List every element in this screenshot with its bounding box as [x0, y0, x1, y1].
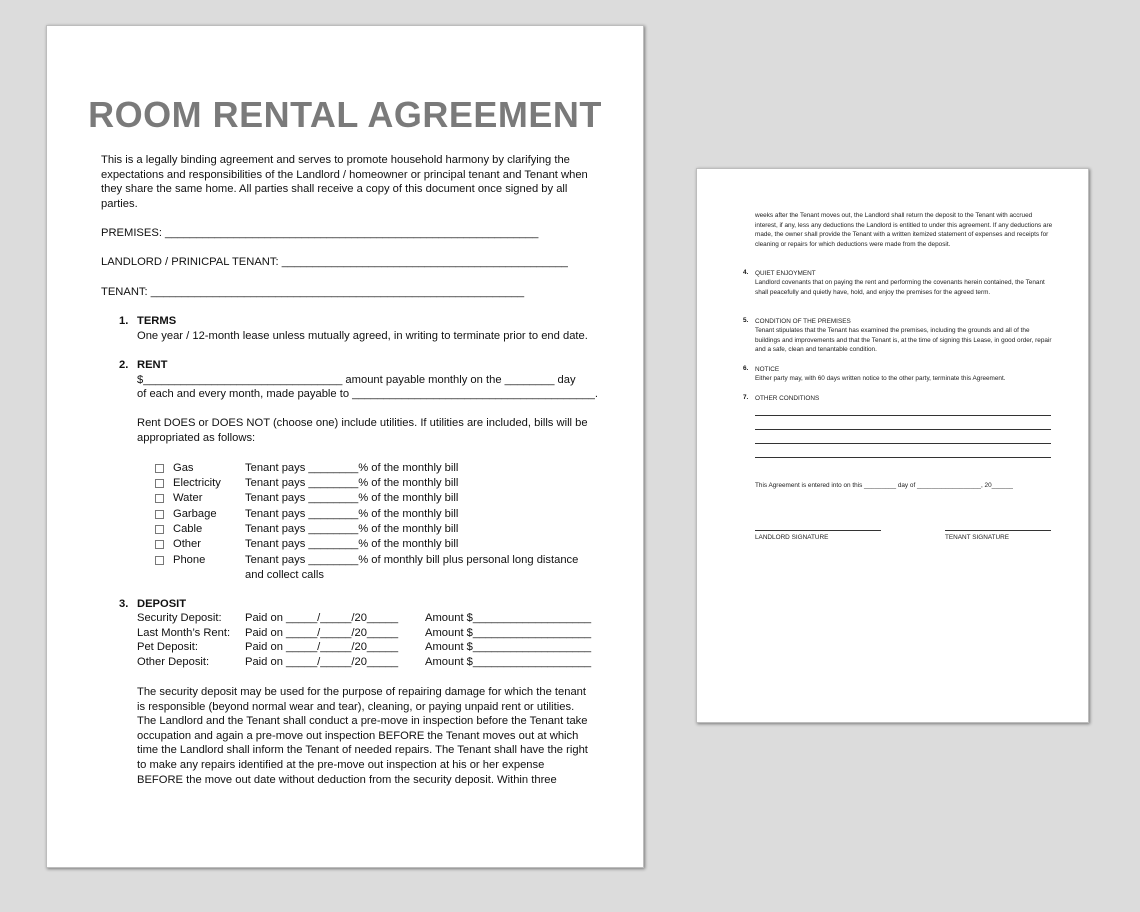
deposit-amount: Amount $___________________ — [425, 656, 592, 668]
tenant-signature-line — [945, 530, 1051, 531]
section-6-title: NOTICE — [755, 366, 780, 373]
deposit-amount: Amount $___________________ — [425, 612, 592, 624]
blank-line — [755, 415, 1051, 416]
phone-extra: and collect calls — [245, 569, 324, 581]
utility-row — [155, 491, 459, 506]
utility-row — [155, 553, 579, 568]
checkbox-icon[interactable] — [155, 556, 164, 565]
utility-row — [155, 522, 459, 537]
section-4-number: 4. — [743, 269, 749, 276]
section-5-text: Tenant stipulates that the Tenant has examined the premises, including the grounds and all of the buildings and improvements and that the Tenant is, at the time of signing this Lease, in good order, repair and a safe, clean and tenantable condition. — [755, 327, 1052, 354]
deposit-amount: Amount $___________________ — [425, 627, 592, 639]
section-2-number: 2. — [119, 359, 129, 371]
section-2-title: RENT — [137, 359, 168, 371]
section-4-title: QUIET ENJOYMENT — [755, 270, 816, 277]
checkbox-icon[interactable] — [155, 479, 164, 488]
utility-name: Electricity — [173, 477, 221, 489]
utility-desc: Tenant pays ________% of the monthly bill — [245, 462, 459, 474]
utility-desc: Tenant pays ________% of the monthly bill — [245, 492, 459, 504]
landlord-signature-label: LANDLORD SIGNATURE — [755, 534, 829, 541]
utility-row — [155, 537, 459, 552]
utility-row — [155, 461, 459, 476]
utility-name: Cable — [173, 523, 203, 535]
agreement-page-1 — [46, 25, 644, 868]
utility-name: Gas — [173, 462, 194, 474]
utility-name: Water — [173, 492, 203, 504]
utilities-line-1: Rent DOES or DOES NOT (choose one) include utilities. If utilities are included, bills will be — [137, 417, 588, 429]
tenant-field: TENANT: ____________________________________________________________ — [101, 286, 525, 298]
section-5-title: CONDITION OF THE PREMISES — [755, 318, 851, 325]
section-1-number: 1. — [119, 315, 129, 327]
section-7-number: 7. — [743, 394, 749, 401]
tenant-signature-label: TENANT SIGNATURE — [945, 534, 1010, 541]
section-1-title: TERMS — [137, 315, 177, 327]
deposit-label: Security Deposit: — [137, 612, 222, 624]
section-7-title: OTHER CONDITIONS — [755, 395, 820, 402]
agreement-page-2 — [696, 168, 1089, 723]
checkbox-icon[interactable] — [155, 494, 164, 503]
deposit-paid: Paid on _____/_____/20_____ — [245, 656, 399, 668]
landlord-signature-line — [755, 530, 881, 531]
intro-paragraph: This is a legally binding agreement and serves to promote household harmony by clarifying the expectations and responsibilities of the Landlord / homeowner or principal tenant and Tenant when they share the same home. All parties shall receive a copy of this document once signed by all parties. — [101, 154, 588, 210]
entered-line: This Agreement is entered into on this _________ day of __________________, 20______ — [755, 482, 1013, 489]
deposit-amount: Amount $___________________ — [425, 641, 592, 653]
deposit-paragraph: The security deposit may be used for the purpose of repairing damage for which the tenant is responsible (beyond normal wear and tear), cleaning, or paying unpaid rent or utilities. The Landlord and the Tenant shall conduct a pre-move in inspection before the Tenant take occupation and again a pre-move out inspection BEFORE the Tenant moves out at which time the Landlord shall inform the Tenant of needed repairs. The Tenant shall have the right to make any repairs identified at the pre-move out inspection at his or her expense BEFORE the move out date without deduction from the security deposit. Within three — [137, 686, 588, 786]
utility-desc: Tenant pays ________% of the monthly bill — [245, 538, 459, 550]
utility-desc: Tenant pays ________% of the monthly bill — [245, 508, 459, 520]
utility-desc: Tenant pays ________% of the monthly bill — [245, 523, 459, 535]
blank-line — [755, 429, 1051, 430]
utility-name: Garbage — [173, 508, 217, 520]
checkbox-icon[interactable] — [155, 540, 164, 549]
utility-name: Other — [173, 538, 201, 550]
rent-line-2: of each and every month, made payable to _______________________________________. — [137, 388, 598, 400]
utility-row — [155, 507, 459, 522]
utilities-line-2: appropriated as follows: — [137, 432, 256, 444]
checkbox-icon[interactable] — [155, 525, 164, 534]
utility-name: Phone — [173, 554, 206, 566]
premises-field: PREMISES: ____________________________________________________________ — [101, 227, 539, 239]
rent-line-1: $________________________________ amount payable monthly on the ________ day — [137, 374, 576, 386]
section-3-title: DEPOSIT — [137, 598, 187, 610]
deposit-paid: Paid on _____/_____/20_____ — [245, 641, 399, 653]
deposit-label: Last Month’s Rent: — [137, 627, 231, 639]
checkbox-icon[interactable] — [155, 464, 164, 473]
blank-line — [755, 457, 1051, 458]
section-6-text: Either party may, with 60 days written notice to the other party, terminate this Agreement. — [755, 375, 1006, 382]
section-5-number: 5. — [743, 317, 749, 324]
section-6-number: 6. — [743, 365, 749, 372]
deposit-label: Pet Deposit: — [137, 641, 198, 653]
utility-desc: Tenant pays ________% of the monthly bill — [245, 477, 459, 489]
section-4-text: Landlord covenants that on paying the rent and performing the covenants herein contained, the Tenant shall peacefully and quietly have, hold, and enjoy the premises for the agreed term. — [755, 279, 1045, 296]
checkbox-icon[interactable] — [155, 510, 164, 519]
continued-paragraph: weeks after the Tenant moves out, the Landlord shall return the deposit to the Tenant with accrued interest, if any, less any deductions the Landlord is entitled to under this agreement. If any deductions are made, the owner shall provide the Tenant with a written itemized statement of expenses and receipts for cleaning or repairs for which deductions were made from the deposit. — [755, 212, 1053, 248]
deposit-paid: Paid on _____/_____/20_____ — [245, 612, 399, 624]
deposit-label: Other Deposit: — [137, 656, 210, 668]
landlord-field: LANDLORD / PRINICPAL TENANT: ______________________________________________ — [101, 256, 568, 268]
utility-row — [155, 476, 459, 491]
section-3-number: 3. — [119, 598, 129, 610]
deposit-paid: Paid on _____/_____/20_____ — [245, 627, 399, 639]
document-title: ROOM RENTAL AGREEMENT — [88, 94, 602, 135]
section-1-text: One year / 12-month lease unless mutually agreed, in writing to terminate prior to end date. — [137, 330, 588, 342]
blank-line — [755, 443, 1051, 444]
utility-desc: Tenant pays ________% of monthly bill plus personal long distance — [245, 554, 579, 566]
